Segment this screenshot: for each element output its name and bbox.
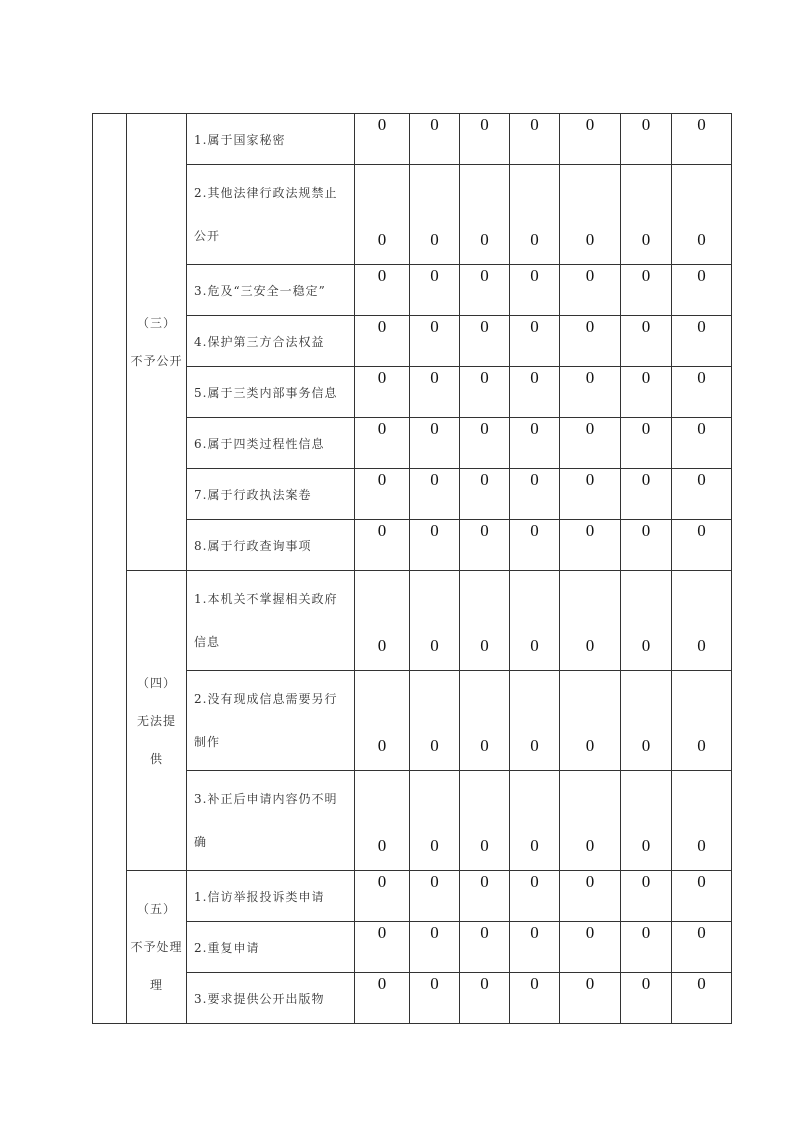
value-cell: 0 [460, 469, 510, 520]
table-row [93, 367, 732, 418]
value-cell: 0 [510, 671, 560, 771]
value-cell: 0 [560, 973, 621, 1024]
table-row [93, 520, 732, 571]
value-cell: 0 [355, 671, 410, 771]
row-label [187, 571, 355, 671]
value-cell: 0 [621, 316, 672, 367]
group-label-line: 理 [149, 978, 163, 992]
table-row [93, 316, 732, 367]
value-cell: 0 [355, 571, 410, 671]
value-cell: 0 [355, 265, 410, 316]
value-cell: 0 [672, 265, 732, 316]
value-cell: 0 [560, 165, 621, 265]
value-cell: 0 [560, 418, 621, 469]
value-cell: 0 [355, 469, 410, 520]
value-cell: 0 [621, 418, 672, 469]
value-cell: 0 [460, 871, 510, 922]
row-label [187, 671, 355, 771]
value-cell: 0 [355, 165, 410, 265]
group-label-line: （五） [136, 902, 176, 916]
value-cell: 0 [460, 520, 510, 571]
value-cell: 0 [672, 771, 732, 871]
value-cell: 0 [410, 367, 460, 418]
value-cell: 0 [355, 418, 410, 469]
row-label-line: 2.其他法律行政法规禁止 [194, 185, 338, 200]
table-row [93, 973, 732, 1024]
row-label: 3.要求提供公开出版物 [187, 973, 355, 1024]
value-cell: 0 [560, 771, 621, 871]
value-cell: 0 [460, 771, 510, 871]
value-cell: 0 [560, 922, 621, 973]
value-cell: 0 [510, 771, 560, 871]
value-cell: 0 [672, 316, 732, 367]
value-cell: 0 [672, 114, 732, 165]
table-row [93, 165, 732, 265]
row-label: 1.属于国家秘密 [187, 114, 355, 165]
group-label-line: 不予处理 [130, 940, 183, 954]
value-cell: 0 [672, 871, 732, 922]
value-cell: 0 [410, 973, 460, 1024]
value-cell: 0 [510, 973, 560, 1024]
value-cell: 0 [410, 771, 460, 871]
value-cell: 0 [460, 114, 510, 165]
value-cell: 0 [621, 520, 672, 571]
value-cell: 0 [410, 571, 460, 671]
value-cell: 0 [510, 520, 560, 571]
row-label: 7.属于行政执法案卷 [187, 469, 355, 520]
value-cell: 0 [355, 922, 410, 973]
group-label-cell [127, 114, 187, 571]
value-cell: 0 [560, 469, 621, 520]
value-cell: 0 [460, 165, 510, 265]
value-cell: 0 [621, 469, 672, 520]
value-cell: 0 [355, 114, 410, 165]
value-cell: 0 [672, 165, 732, 265]
value-cell: 0 [672, 367, 732, 418]
row-label-line: 3.补正后申请内容仍不明 [194, 791, 338, 806]
value-cell: 0 [410, 922, 460, 973]
row-label: 8.属于行政查询事项 [187, 520, 355, 571]
value-cell: 0 [672, 520, 732, 571]
value-cell: 0 [510, 165, 560, 265]
row-label: 6.属于四类过程性信息 [187, 418, 355, 469]
value-cell: 0 [460, 316, 510, 367]
value-cell: 0 [560, 571, 621, 671]
value-cell: 0 [410, 520, 460, 571]
value-cell: 0 [621, 973, 672, 1024]
value-cell: 0 [355, 973, 410, 1024]
table-row [93, 571, 732, 671]
value-cell: 0 [460, 265, 510, 316]
row-label-line: 公开 [194, 228, 221, 243]
group-label-line: 供 [149, 751, 163, 766]
value-cell: 0 [510, 469, 560, 520]
value-cell: 0 [460, 571, 510, 671]
table-row [93, 469, 732, 520]
table-row [93, 114, 732, 165]
row-label: 3.危及“三安全一稳定” [187, 265, 355, 316]
value-cell: 0 [621, 367, 672, 418]
value-cell: 0 [510, 571, 560, 671]
row-label: 4.保护第三方合法权益 [187, 316, 355, 367]
value-cell: 0 [410, 114, 460, 165]
value-cell: 0 [621, 265, 672, 316]
value-cell: 0 [510, 367, 560, 418]
value-cell: 0 [510, 418, 560, 469]
statistics-table [92, 113, 732, 1024]
value-cell: 0 [460, 922, 510, 973]
row-label [187, 165, 355, 265]
group-label-line: （四） [136, 675, 176, 690]
value-cell: 0 [560, 316, 621, 367]
value-cell: 0 [510, 922, 560, 973]
group-label-line: 无法提 [136, 713, 176, 728]
value-cell: 0 [560, 367, 621, 418]
group-label-cell [127, 871, 187, 1024]
table-row [93, 871, 732, 922]
value-cell: 0 [410, 469, 460, 520]
value-cell: 0 [410, 165, 460, 265]
value-cell: 0 [460, 671, 510, 771]
value-cell: 0 [672, 922, 732, 973]
value-cell: 0 [672, 469, 732, 520]
value-cell: 0 [355, 871, 410, 922]
value-cell: 0 [410, 871, 460, 922]
value-cell: 0 [460, 418, 510, 469]
value-cell: 0 [560, 265, 621, 316]
group-label-line: （三） [136, 316, 176, 330]
value-cell: 0 [410, 316, 460, 367]
value-cell: 0 [410, 265, 460, 316]
table-row [93, 671, 732, 771]
value-cell: 0 [560, 871, 621, 922]
value-cell: 0 [510, 871, 560, 922]
outer-category-cell [93, 114, 127, 1024]
value-cell: 0 [510, 114, 560, 165]
row-label: 2.重复申请 [187, 922, 355, 973]
value-cell: 0 [560, 671, 621, 771]
value-cell: 0 [510, 316, 560, 367]
value-cell: 0 [510, 265, 560, 316]
value-cell: 0 [355, 367, 410, 418]
table-row [93, 771, 732, 871]
value-cell: 0 [672, 973, 732, 1024]
value-cell: 0 [621, 922, 672, 973]
row-label-line: 制作 [194, 734, 221, 749]
value-cell: 0 [621, 871, 672, 922]
value-cell: 0 [621, 114, 672, 165]
row-label: 5.属于三类内部事务信息 [187, 367, 355, 418]
row-label-line: 确 [194, 834, 208, 849]
value-cell: 0 [355, 316, 410, 367]
value-cell: 0 [355, 771, 410, 871]
value-cell: 0 [410, 418, 460, 469]
row-label: 1.信访举报投诉类申请 [187, 871, 355, 922]
group-label-line: 不予公开 [130, 354, 183, 368]
value-cell: 0 [672, 571, 732, 671]
value-cell: 0 [621, 771, 672, 871]
value-cell: 0 [621, 571, 672, 671]
value-cell: 0 [460, 973, 510, 1024]
group-label-cell [127, 571, 187, 871]
value-cell: 0 [460, 367, 510, 418]
value-cell: 0 [621, 165, 672, 265]
row-label [187, 771, 355, 871]
value-cell: 0 [355, 520, 410, 571]
value-cell: 0 [672, 418, 732, 469]
row-label-line: 2.没有现成信息需要另行 [194, 691, 338, 706]
row-label-line: 信息 [194, 634, 221, 649]
value-cell: 0 [410, 671, 460, 771]
value-cell: 0 [672, 671, 732, 771]
value-cell: 0 [560, 520, 621, 571]
table-row [93, 922, 732, 973]
row-label-line: 1.本机关不掌握相关政府 [194, 591, 338, 606]
value-cell: 0 [621, 671, 672, 771]
table-row [93, 265, 732, 316]
table-row [93, 418, 732, 469]
value-cell: 0 [560, 114, 621, 165]
